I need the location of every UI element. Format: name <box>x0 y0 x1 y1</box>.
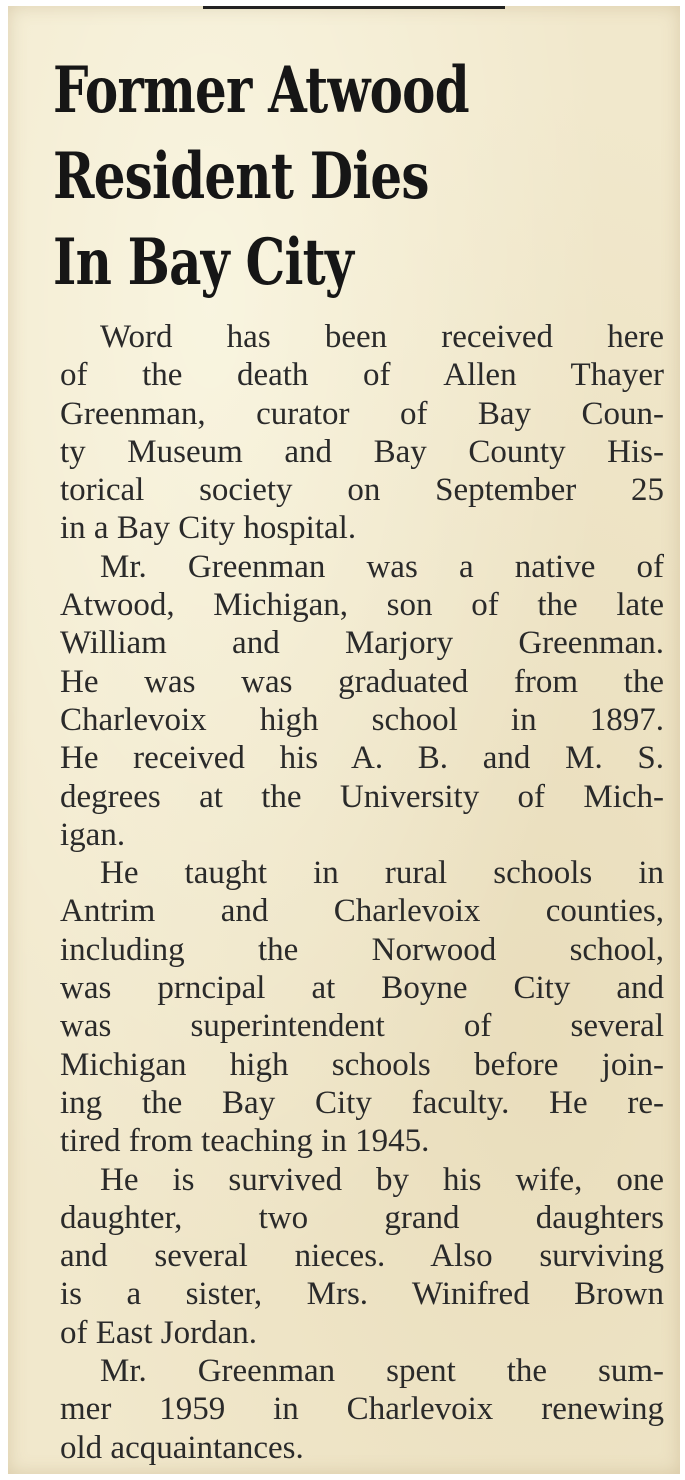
text-line: degrees at the University of Mich- <box>60 778 664 815</box>
text-line: He was was graduated from the <box>60 663 664 700</box>
text-line: igan. <box>60 816 126 853</box>
headline-line: Former Atwood <box>53 53 469 128</box>
headline <box>53 48 469 306</box>
text-line: ing the Bay City faculty. He re- <box>60 1084 664 1121</box>
text-line: of East Jordan. <box>60 1314 258 1351</box>
text-line: of the death of Allen Thayer <box>60 357 664 394</box>
text-line: in a Bay City hospital. <box>60 510 357 547</box>
text-line: Greenman, curator of Bay Coun- <box>60 395 664 432</box>
text-line: William and Marjory Greenman. <box>60 625 664 662</box>
text-line: Michigan high schools before join- <box>60 1046 664 1083</box>
headline-line: Resident Dies <box>53 139 429 214</box>
text-line: Mr. Greenman spent the sum- <box>100 1353 664 1390</box>
text-line: He received his A. B. and M. S. <box>60 740 664 777</box>
paragraph-1 <box>60 318 664 548</box>
text-line: Word has been received here <box>100 319 664 355</box>
text-line: torical society on September 25 <box>60 472 664 509</box>
top-rule <box>203 6 505 9</box>
text-line: was prncipal at Boyne City and <box>60 970 664 1007</box>
paragraph-5 <box>60 1352 664 1467</box>
text-line: Antrim and Charlevoix counties, <box>60 893 664 930</box>
headline-line: In Bay City <box>53 225 354 300</box>
paragraph-4 <box>60 1161 664 1352</box>
text-line: Atwood, Michigan, son of the late <box>60 587 664 624</box>
text-line: including the Norwood school, <box>60 931 664 968</box>
text-line: was superintendent of several <box>60 1008 664 1045</box>
text-line: is a sister, Mrs. Winifred Brown <box>60 1276 664 1313</box>
text-line: and several nieces. Also surviving <box>60 1238 664 1275</box>
text-line: mer 1959 in Charlevoix renewing <box>60 1391 664 1428</box>
paragraph-2 <box>60 548 664 854</box>
newspaper-clipping <box>8 6 680 1474</box>
text-line: ty Museum and Bay County His- <box>60 433 664 470</box>
text-line: Charlevoix high school in 1897. <box>60 701 664 738</box>
text-line: daughter, two grand daughters <box>60 1199 664 1236</box>
text-line: He taught in rural schools in <box>100 855 664 892</box>
article-body <box>60 318 664 1467</box>
paragraph-3 <box>60 854 664 1160</box>
text-line: tired from teaching in 1945. <box>60 1123 430 1160</box>
text-line: He is survived by his wife, one <box>100 1161 664 1198</box>
text-line: old acquaintances. <box>60 1429 304 1466</box>
text-line: Mr. Greenman was a native of <box>100 548 664 585</box>
